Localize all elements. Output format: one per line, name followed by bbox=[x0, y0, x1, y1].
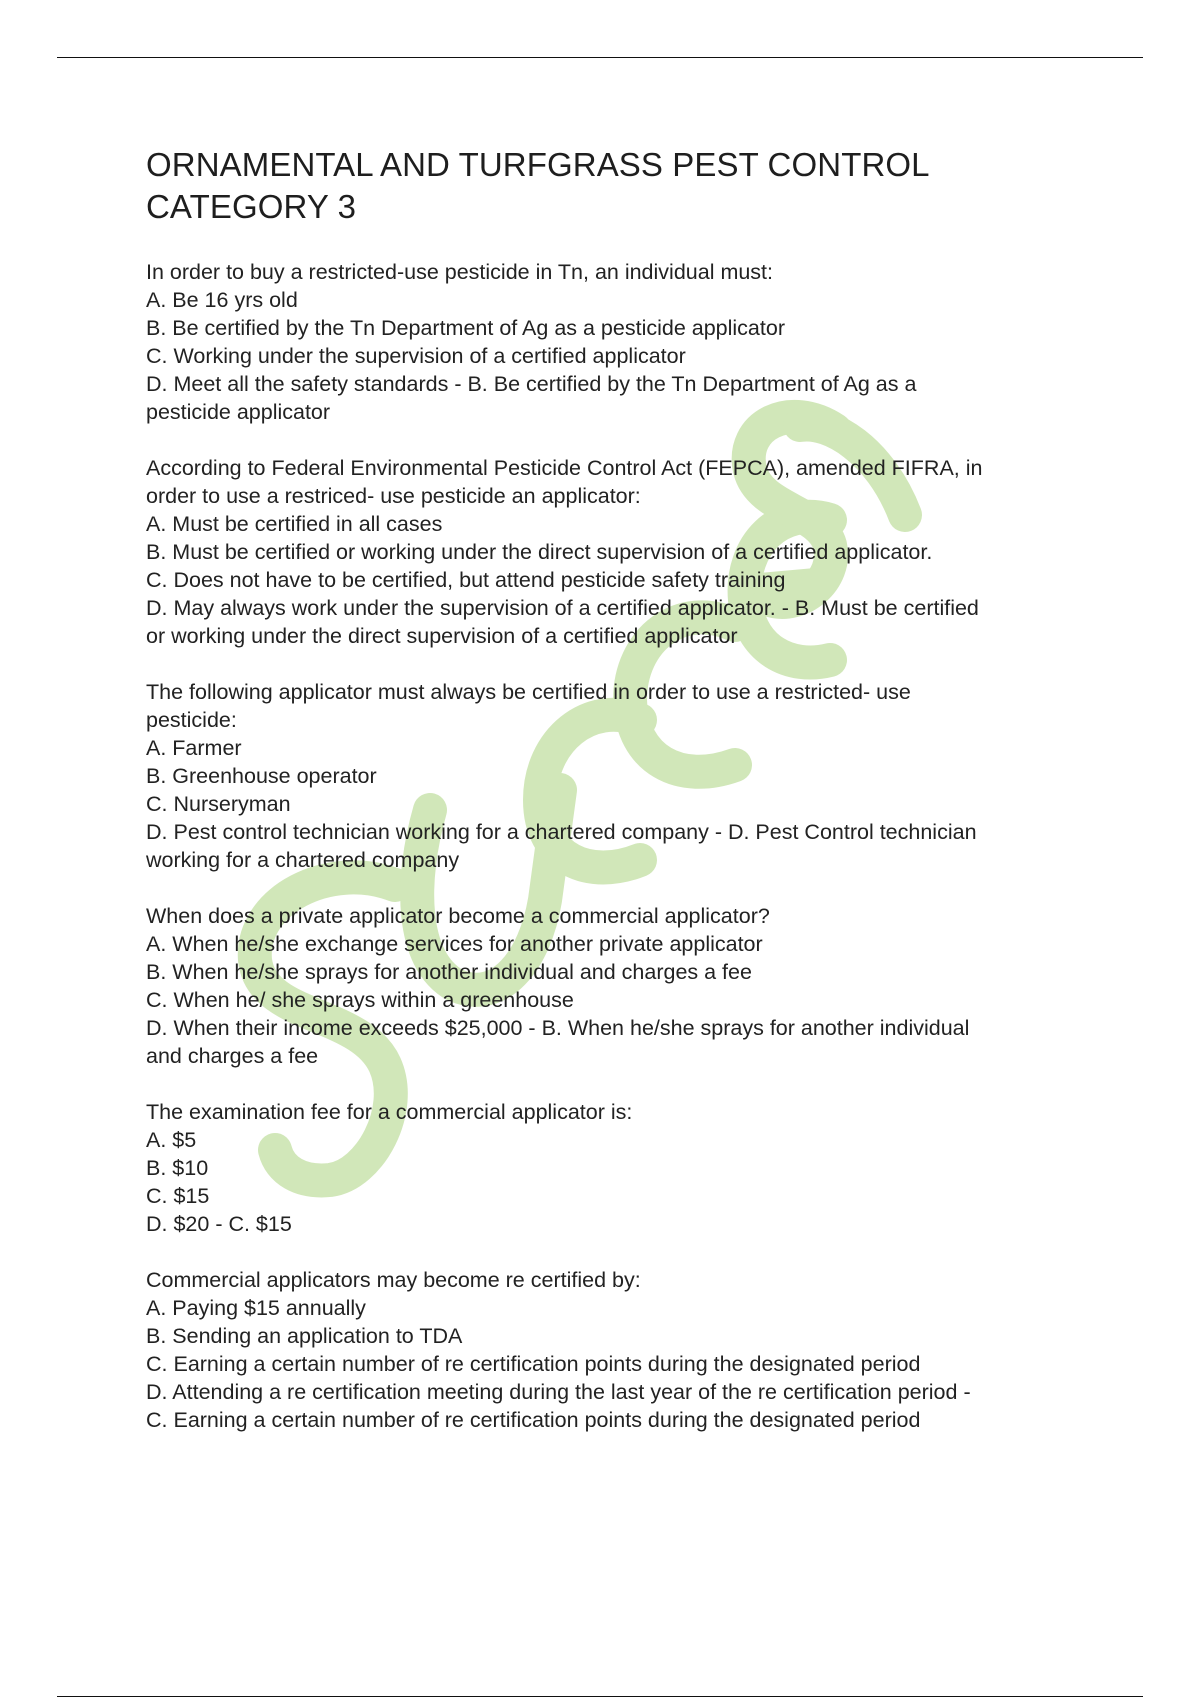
question-4-line-4: C. When he/ she sprays within a greenhouse bbox=[146, 988, 574, 1012]
question-3-line-6: D. Pest control technician working for a chartered company - D. Pest Control technician bbox=[146, 820, 977, 844]
question-4-line-5: D. When their income exceeds $25,000 - B. When he/she sprays for another individual bbox=[146, 1016, 970, 1040]
question-6-line-2: A. Paying $15 annually bbox=[146, 1296, 366, 1320]
bottom-divider bbox=[57, 1696, 1143, 1697]
question-5-line-5: D. $20 - C. $15 bbox=[146, 1212, 292, 1236]
question-2 bbox=[146, 454, 1106, 650]
question-3-line-7: working for a chartered company bbox=[146, 848, 460, 872]
question-6-line-5: D. Attending a re certification meeting during the last year of the re certification period - bbox=[146, 1380, 971, 1404]
document-title bbox=[146, 144, 1106, 228]
title-line-2: CATEGORY 3 bbox=[146, 188, 357, 225]
question-3-line-2: pesticide: bbox=[146, 708, 237, 732]
question-1-line-2: A. Be 16 yrs old bbox=[146, 288, 298, 312]
question-1-line-1: In order to buy a restricted-use pesticide in Tn, an individual must: bbox=[146, 260, 774, 284]
question-1-line-5: D. Meet all the safety standards - B. Be certified by the Tn Department of Ag as a bbox=[146, 372, 917, 396]
question-3 bbox=[146, 678, 1106, 874]
question-3-line-1: The following applicator must always be certified in order to use a restricted- use bbox=[146, 680, 911, 704]
document-body bbox=[146, 144, 1106, 1462]
question-1-line-3: B. Be certified by the Tn Department of Ag as a pesticide applicator bbox=[146, 316, 785, 340]
question-6-line-1: Commercial applicators may become re certified by: bbox=[146, 1268, 641, 1292]
question-6-line-3: B. Sending an application to TDA bbox=[146, 1324, 463, 1348]
question-6-line-6: C. Earning a certain number of re certification points during the designated period bbox=[146, 1408, 921, 1432]
question-2-line-3: A. Must be certified in all cases bbox=[146, 512, 443, 536]
question-4 bbox=[146, 902, 1106, 1070]
question-1 bbox=[146, 258, 1106, 426]
question-2-line-7: or working under the direct supervision of a certified applicator bbox=[146, 624, 738, 648]
question-4-line-2: A. When he/she exchange services for another private applicator bbox=[146, 932, 763, 956]
question-2-line-5: C. Does not have to be certified, but attend pesticide safety training bbox=[146, 568, 786, 592]
question-2-line-1: According to Federal Environmental Pesticide Control Act (FEPCA), amended FIFRA, in bbox=[146, 456, 983, 480]
question-3-line-4: B. Greenhouse operator bbox=[146, 764, 377, 788]
question-4-line-6: and charges a fee bbox=[146, 1044, 319, 1068]
question-2-line-6: D. May always work under the supervision of a certified applicator. - B. Must be certified bbox=[146, 596, 979, 620]
question-1-line-4: C. Working under the supervision of a certified applicator bbox=[146, 344, 686, 368]
question-5-line-2: A. $5 bbox=[146, 1128, 197, 1152]
question-3-line-5: C. Nurseryman bbox=[146, 792, 291, 816]
title-line-1: ORNAMENTAL AND TURFGRASS PEST CONTROL bbox=[146, 146, 930, 183]
question-1-line-6: pesticide applicator bbox=[146, 400, 331, 424]
question-2-line-4: B. Must be certified or working under the direct supervision of a certified applicator. bbox=[146, 540, 933, 564]
question-4-line-3: B. When he/she sprays for another individual and charges a fee bbox=[146, 960, 752, 984]
question-2-line-2: order to use a restriced- use pesticide an applicator: bbox=[146, 484, 641, 508]
question-4-line-1: When does a private applicator become a commercial applicator? bbox=[146, 904, 770, 928]
question-6-line-4: C. Earning a certain number of re certification points during the designated period bbox=[146, 1352, 921, 1376]
question-5-line-4: C. $15 bbox=[146, 1184, 210, 1208]
question-3-line-3: A. Farmer bbox=[146, 736, 242, 760]
question-6 bbox=[146, 1266, 1106, 1434]
question-5-line-3: B. $10 bbox=[146, 1156, 209, 1180]
question-5-line-1: The examination fee for a commercial applicator is: bbox=[146, 1100, 633, 1124]
top-divider bbox=[57, 57, 1143, 58]
question-5 bbox=[146, 1098, 1106, 1238]
